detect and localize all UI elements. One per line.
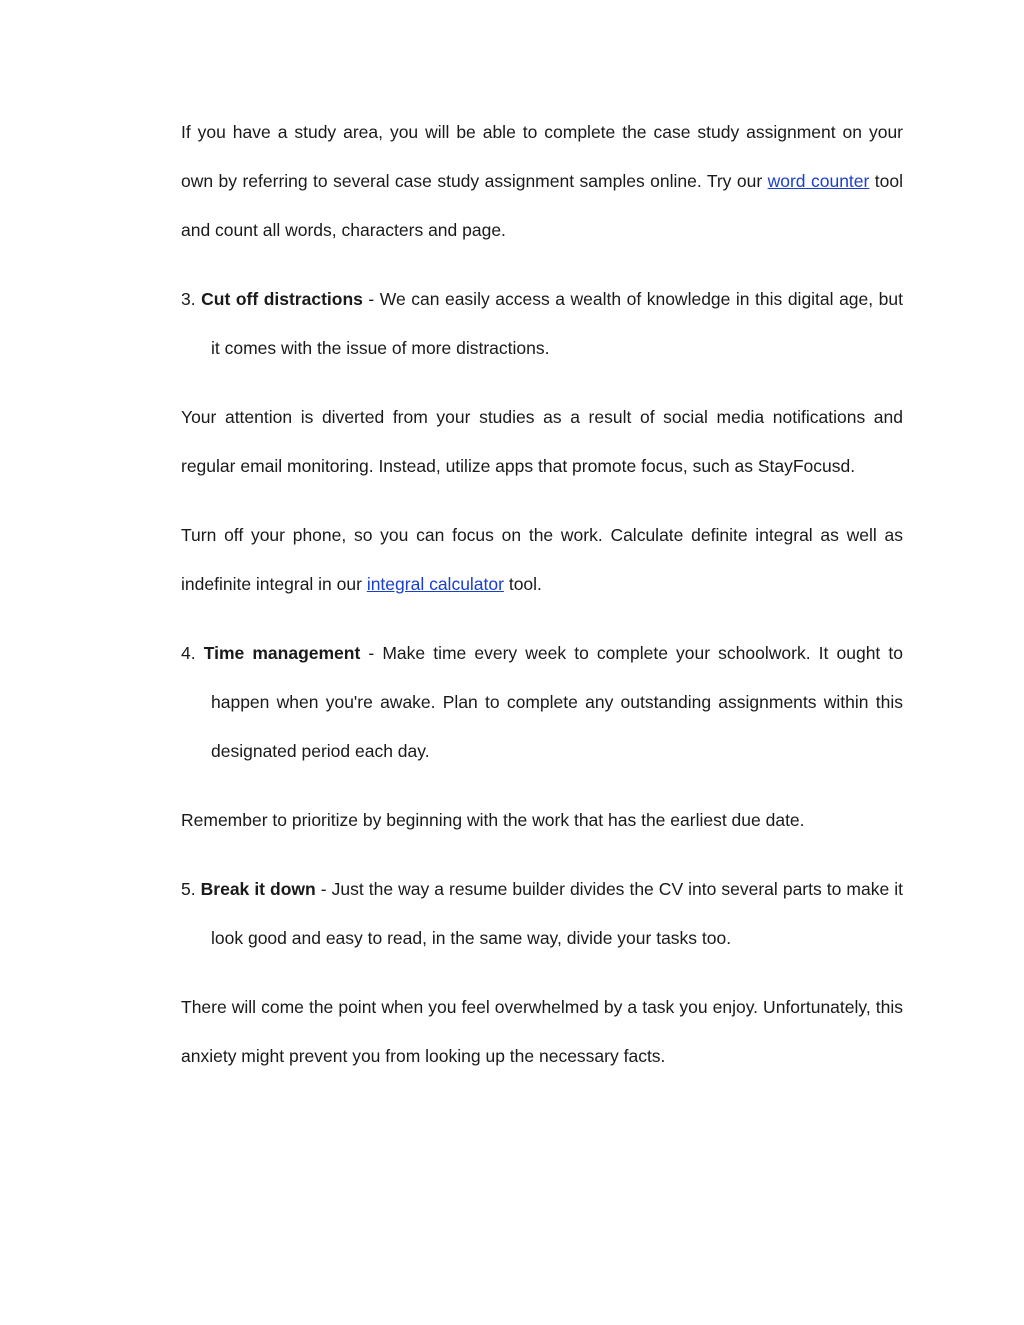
paragraph-text: Turn off your phone, so you can focus on the work. Calculate definite integral as well as indefinite integral in our xyxy=(181,525,903,594)
paragraph-text: There will come the point when you feel overwhelmed by a task you enjoy. Unfortunately, this anxiety might prevent you from looking up the necessary facts. xyxy=(181,997,903,1066)
list-item-number: 3. xyxy=(181,289,196,309)
list-item-heading: Cut off distractions xyxy=(201,289,363,309)
paragraph-prioritize xyxy=(181,796,903,845)
document-page xyxy=(181,108,903,1101)
word-counter-link[interactable]: word counter xyxy=(767,171,870,191)
integral-calculator-link[interactable]: integral calculator xyxy=(366,574,504,594)
paragraph-attention xyxy=(181,393,903,491)
list-item-heading: Break it down xyxy=(200,879,316,899)
paragraph-study-area xyxy=(181,108,903,255)
list-item-text: - Make time every week to complete your schoolwork. It ought to happen when you're awake. Plan to complete any outstanding assignments within this designated period each day. xyxy=(211,643,903,761)
paragraph-text: tool and count all words, characters and page. xyxy=(181,171,904,240)
paragraph-text: tool. xyxy=(503,574,542,594)
list-item-text: - Just the way a resume builder divides the CV into several parts to make it look good and easy to read, in the same way, divide your tasks too. xyxy=(211,879,903,948)
list-item-cut-off-distractions xyxy=(181,275,903,373)
list-item-break-it-down xyxy=(181,865,903,963)
list-item-time-management xyxy=(181,629,903,776)
paragraph-text: Remember to prioritize by beginning with the work that has the earliest due date. xyxy=(181,810,805,830)
paragraph-text: Your attention is diverted from your studies as a result of social media notifications and regular email monitoring. Instead, utilize apps that promote focus, such as StayFocusd. xyxy=(181,407,903,476)
paragraph-phone xyxy=(181,511,903,609)
list-item-heading: Time management xyxy=(203,643,361,663)
list-item-text: - We can easily access a wealth of knowledge in this digital age, but it comes with the issue of more distractions. xyxy=(211,289,903,358)
list-item-number: 4. xyxy=(181,643,196,663)
list-item-number: 5. xyxy=(181,879,196,899)
paragraph-text: If you have a study area, you will be able to complete the case study assignment on your own by referring to several case study assignment samples online. Try our xyxy=(181,122,903,191)
paragraph-overwhelmed xyxy=(181,983,903,1081)
